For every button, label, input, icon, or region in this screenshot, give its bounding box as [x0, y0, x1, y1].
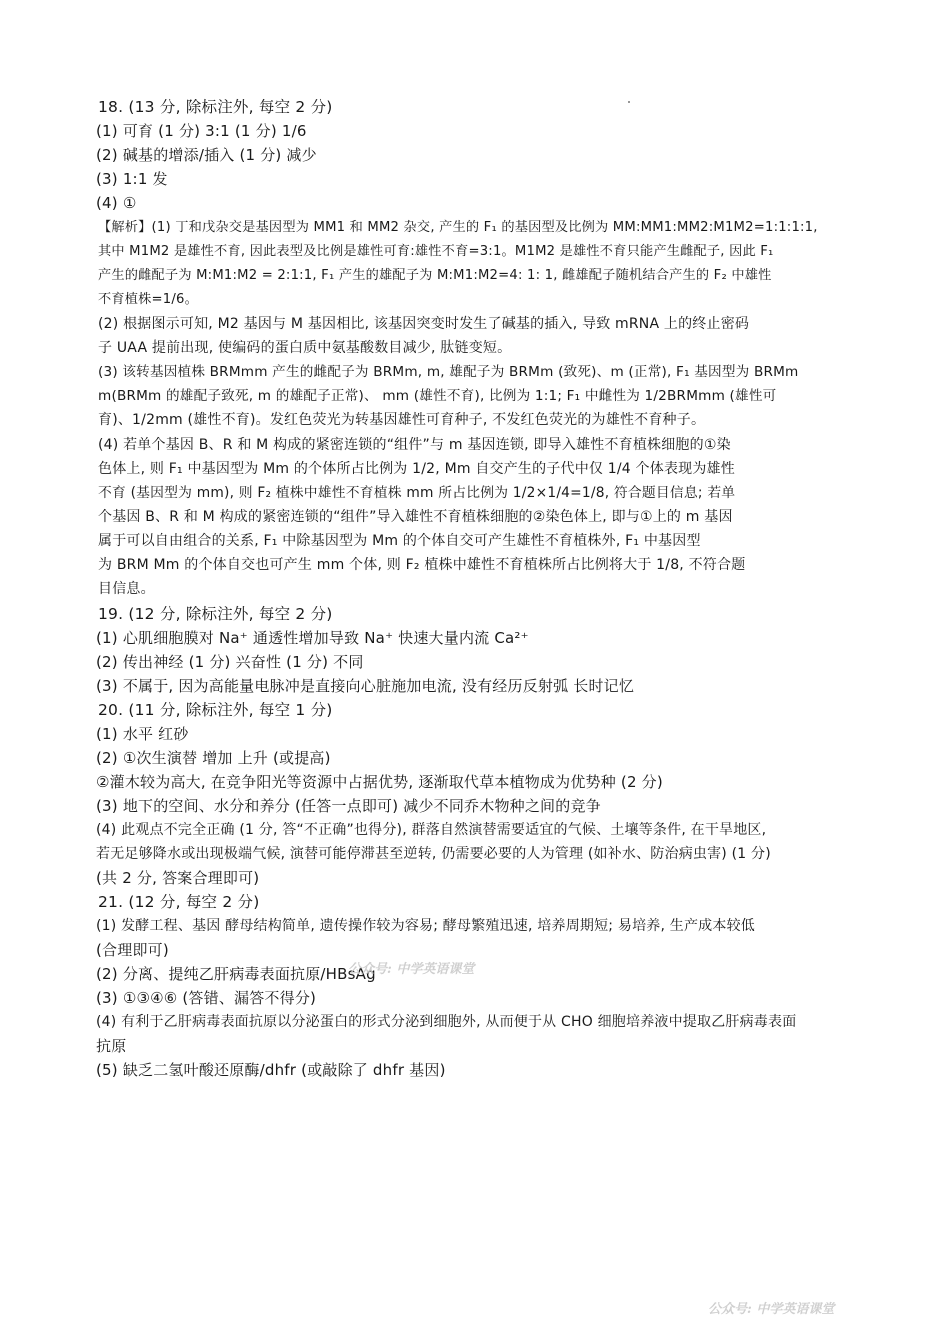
q20-answer-2: (2) ①次生演替 增加 上升 (或提高): [96, 749, 331, 767]
q21-answer-1-line: (1) 发酵工程、基因 酵母结构简单, 遗传操作较为容易; 酵母繁殖迅速, 培养周期短; 易培养, 生产成本较低: [96, 918, 755, 934]
q18-explain-line: (3) 该转基因植株 BRMmm 产生的雌配子为 BRMm, m, 雄配子为 BRMm (致死)、m (正常), F₁ 基因型为 BRMm: [98, 364, 799, 380]
q19-answer-2: (2) 传出神经 (1 分) 兴奋性 (1 分) 不同: [96, 653, 364, 671]
q18-explain-line: 育)、1/2mm (雄性不育)。发红色荧光为转基因雄性可育种子, 不发红色荧光的为雄性不育种子。: [98, 412, 706, 428]
stray-dot: [628, 101, 630, 103]
q20-answer-4-line: (4) 此观点不完全正确 (1 分, 答“不正确”也得分), 群落自然演替需要适宜的气候、土壤等条件, 在干旱地区,: [96, 822, 767, 838]
q18-explain-line: 色体上, 则 F₁ 中基因型为 Mm 的个体所占比例为 1/2, Mm 自交产生的子代中仅 1/4 个体表现为雄性: [98, 461, 735, 477]
q18-explain-line: (2) 根据图示可知, M2 基因与 M 基因相比, 该基因突变时发生了碱基的插入, 导致 mRNA 上的终止密码: [98, 316, 750, 332]
q18-header: 18. (13 分, 除标注外, 每空 2 分): [98, 98, 333, 116]
q20-answer-4-line: (共 2 分, 答案合理即可): [96, 869, 260, 887]
q18-explain-line: 【解析】(1) 丁和戊杂交是基因型为 MM1 和 MM2 杂交, 产生的 F₁ 的基因型及比例为 MM:MM1:MM2:M1M2=1:1:1:1,: [98, 220, 818, 235]
q21-answer-1-line: (合理即可): [96, 941, 169, 959]
q19-answer-3: (3) 不属于, 因为高能量电脉冲是直接向心脏施加电流, 没有经历反射弧 长时记忆: [96, 677, 635, 695]
q21-answer-3: (3) ①③④⑥ (答错、漏答不得分): [96, 989, 317, 1007]
q20-answer-2b: ②灌木较为高大, 在竞争阳光等资源中占据优势, 逐渐取代草本植物成为优势种 (2 分): [96, 773, 663, 791]
q20-answer-3: (3) 地下的空间、水分和养分 (任答一点即可) 减少不同乔木物种之间的竞争: [96, 797, 601, 815]
q20-header: 20. (11 分, 除标注外, 每空 1 分): [98, 701, 333, 719]
watermark-middle: 公众号: 中学英语课堂: [348, 962, 475, 977]
q18-explain-line: m(BRMm 的雄配子致死, m 的雄配子正常)、 mm (雄性不育), 比例为 1:1; F₁ 中雌性为 1/2BRMmm (雄性可: [98, 388, 777, 404]
q18-explain-line: 产生的雌配子为 M:M1:M2 = 2:1:1, F₁ 产生的雄配子为 M:M1:M2=4: 1: 1, 雌雄配子随机结合产生的 F₂ 中雄性: [98, 268, 772, 283]
q18-answer-2: (2) 碱基的增添/插入 (1 分) 减少: [96, 146, 317, 164]
q18-answer-1: (1) 可育 (1 分) 3:1 (1 分) 1/6: [96, 122, 307, 140]
q18-explain-line: 其中 M1M2 是雄性不育, 因此表型及比例是雄性可育:雄性不育=3:1。M1M2 是雄性不育只能产生雌配子, 因此 F₁: [98, 244, 774, 259]
q18-explain-line: 不育 (基因型为 mm), 则 F₂ 植株中雄性不育植株 mm 所占比例为 1/2×1/4=1/8, 符合题目信息; 若单: [98, 485, 736, 501]
q19-answer-1: (1) 心肌细胞膜对 Na⁺ 通透性增加导致 Na⁺ 快速大量内流 Ca²⁺: [96, 629, 529, 647]
q19-header: 19. (12 分, 除标注外, 每空 2 分): [98, 605, 333, 623]
q18-answer-4: (4) ①: [96, 194, 137, 212]
q18-explain-line: 为 BRM Mm 的个体自交也可产生 mm 个体, 则 F₂ 植株中雄性不育植株所占比例将大于 1/8, 不符合题: [98, 557, 746, 573]
q18-explain-line: 不育植株=1/6。: [98, 292, 199, 307]
q18-explain-line: 目信息。: [98, 581, 155, 597]
q20-answer-4-line: 若无足够降水或出现极端气候, 演替可能停滞甚至逆转, 仍需要必要的人为管理 (如补水、防治病虫害) (1 分): [96, 846, 771, 862]
q18-explain-line: 属于可以自由组合的关系, F₁ 中除基因型为 Mm 的个体自交可产生雄性不育植株外, F₁ 中基因型: [98, 533, 701, 549]
watermark-bottom: 公众号: 中学英语课堂: [708, 1302, 835, 1317]
q18-explain-line: 子 UAA 提前出现, 使编码的蛋白质中氨基酸数目减少, 肽链变短。: [98, 340, 512, 356]
q21-answer-5: (5) 缺乏二氢叶酸还原酶/dhfr (或敲除了 dhfr 基因): [96, 1061, 446, 1079]
q18-explain-line: 个基因 B、R 和 M 构成的紧密连锁的“组件”导入雄性不育植株细胞的②染色体上, 即与①上的 m 基因: [98, 509, 733, 525]
q20-answer-1: (1) 水平 红砂: [96, 725, 189, 743]
q21-answer-4-line: (4) 有利于乙肝病毒表面抗原以分泌蛋白的形式分泌到细胞外, 从而便于从 CHO 细胞培养液中提取乙肝病毒表面: [96, 1014, 797, 1030]
q21-answer-4-line: 抗原: [96, 1037, 127, 1055]
q18-explain-line: (4) 若单个基因 B、R 和 M 构成的紧密连锁的“组件”与 m 基因连锁, 即导入雄性不育植株细胞的①染: [98, 437, 731, 453]
q21-header: 21. (12 分, 每空 2 分): [98, 893, 260, 911]
q21-answer-2: (2) 分离、提纯乙肝病毒表面抗原/HBsAg: [96, 965, 376, 983]
q18-answer-3: (3) 1:1 发: [96, 170, 168, 188]
